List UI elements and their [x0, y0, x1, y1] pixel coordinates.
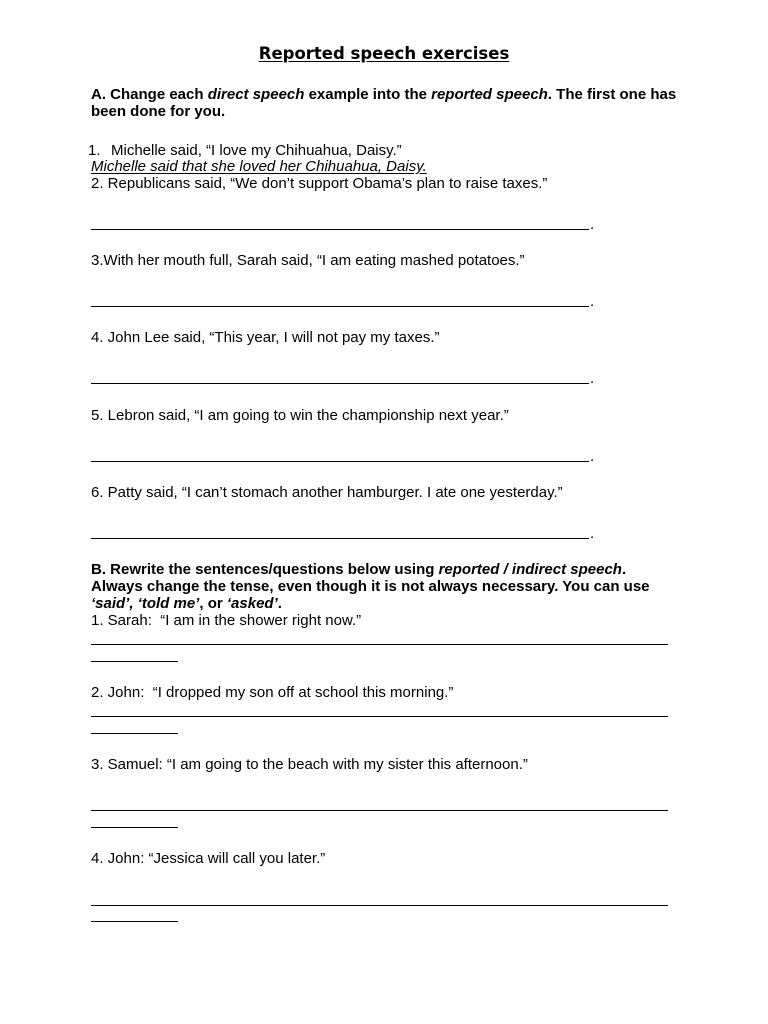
answer-line[interactable] — [91, 827, 178, 828]
line-period: . — [590, 525, 595, 542]
line-period: . — [590, 370, 595, 387]
answer-line[interactable] — [91, 306, 589, 307]
answer-line[interactable] — [91, 461, 589, 462]
section-a-item: 5. Lebron said, “I am going to win the championship next year.” — [91, 407, 509, 424]
answer-line[interactable] — [91, 733, 178, 734]
answer-line[interactable] — [91, 905, 668, 906]
answer-line[interactable] — [91, 538, 589, 539]
section-b-item: 3. Samuel: “I am going to the beach with my sister this afternoon.” — [91, 756, 528, 773]
section-b-item: 1. Sarah: “I am in the shower right now.” — [91, 612, 362, 629]
line-period: . — [590, 216, 595, 233]
section-a-item: 6. Patty said, “I can’t stomach another hamburger. I ate one yesterday.” — [91, 484, 563, 501]
section-b-item: 2. John: “I dropped my son off at school this morning.” — [91, 684, 454, 701]
answer-line[interactable] — [91, 644, 668, 645]
answer-line[interactable] — [91, 661, 178, 662]
section-b-instruction: B. Rewrite the sentences/questions below using reported / indirect speech. Always change the tense, even though it is not always necessary. You can use ‘said’, ‘told me’, or ‘asked’. — [91, 561, 650, 612]
section-a-item: 3.With her mouth full, Sarah said, “I am eating mashed potatoes.” — [91, 252, 525, 269]
answer-line[interactable] — [91, 716, 668, 717]
line-period: . — [590, 448, 595, 465]
answer-line[interactable] — [91, 810, 668, 811]
answer-line[interactable] — [91, 383, 589, 384]
page-title: Reported speech exercises — [258, 44, 510, 63]
example-number: 1. — [88, 142, 101, 159]
section-b-item: 4. John: “Jessica will call you later.” — [91, 850, 326, 867]
section-a-item: 4. John Lee said, “This year, I will not pay my taxes.” — [91, 329, 440, 346]
answer-line[interactable] — [91, 229, 589, 230]
line-period: . — [590, 293, 595, 310]
example-prompt: Michelle said, “I love my Chihuahua, Daisy.” — [111, 142, 402, 159]
answer-line[interactable] — [91, 921, 178, 922]
section-a-item: 2. Republicans said, “We don’t support Obama’s plan to raise taxes.” — [91, 175, 548, 192]
section-a-instruction: A. Change each direct speech example into the reported speech. The first one has been done for you. — [91, 86, 677, 120]
example-answer: Michelle said that she loved her Chihuahua, Daisy. — [91, 158, 427, 175]
